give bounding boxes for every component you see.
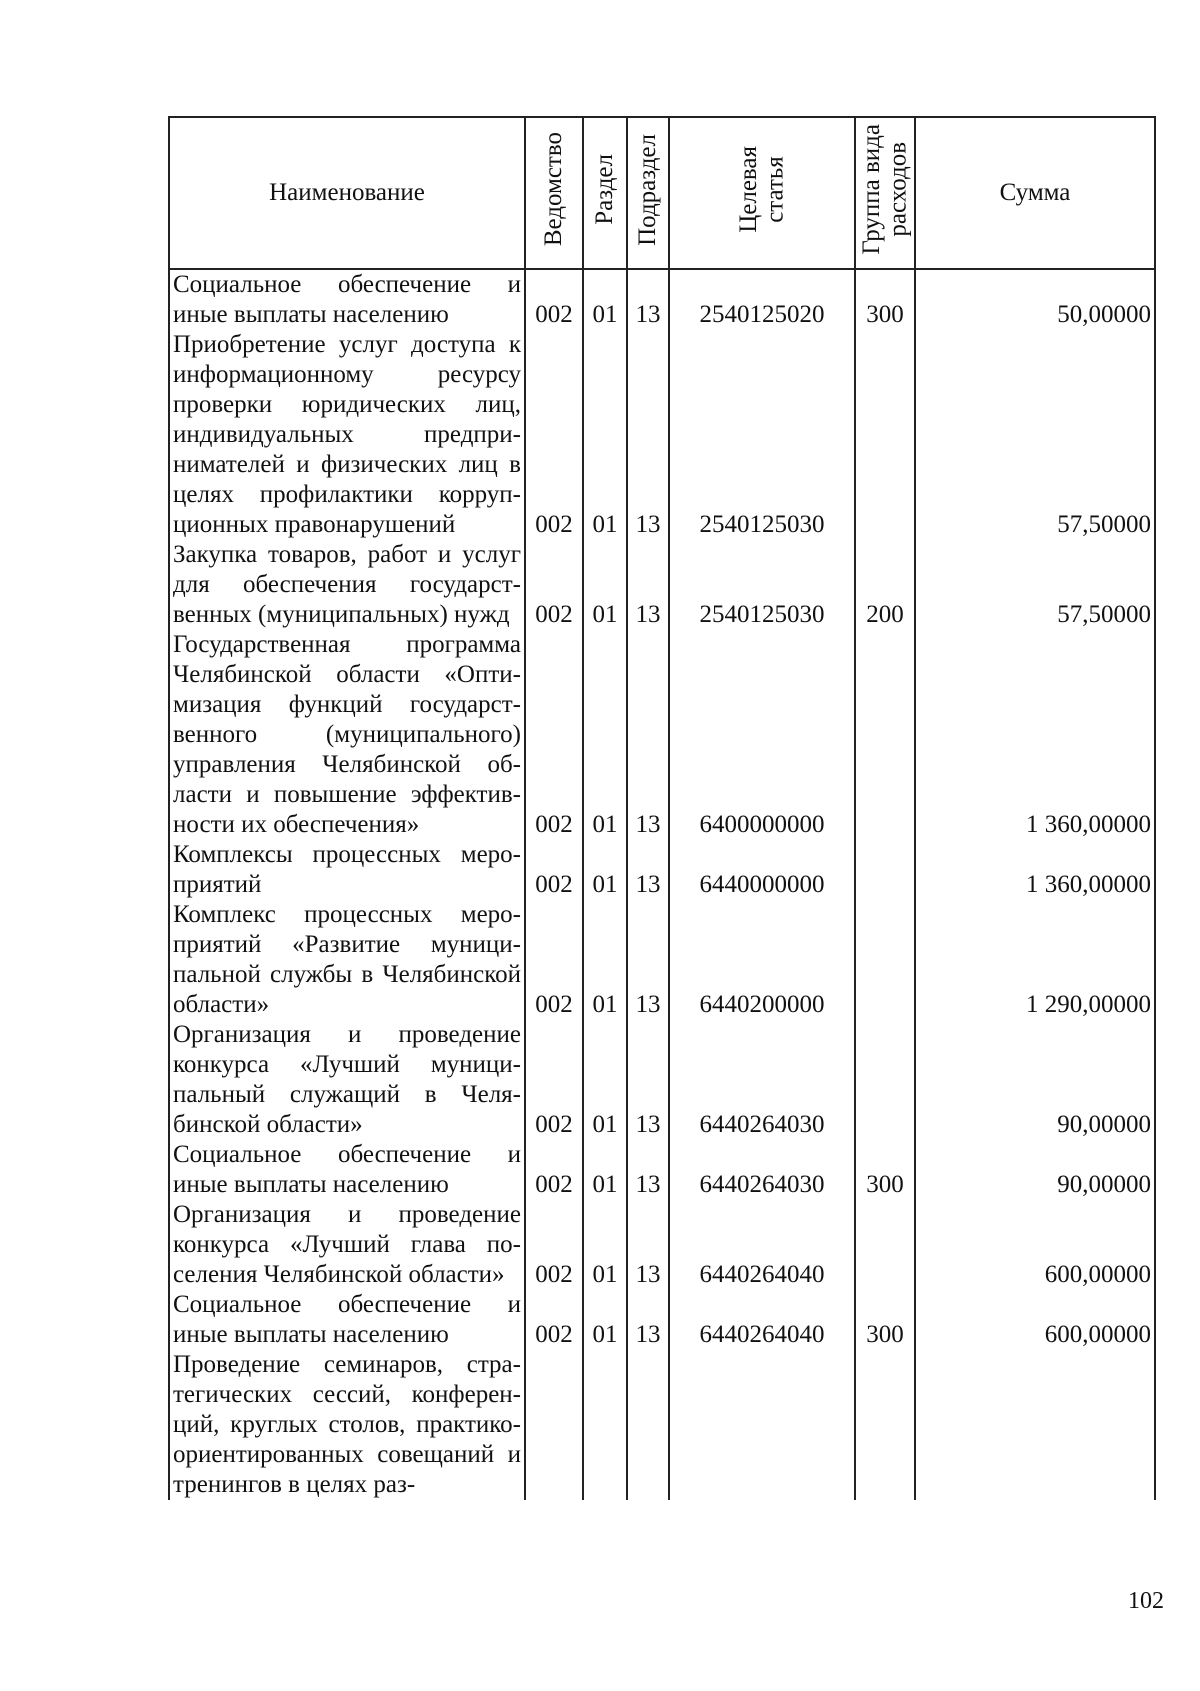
row-vedomstvo: 002 xyxy=(525,900,583,1020)
row-podrazdel: 13 xyxy=(627,1200,669,1290)
row-podrazdel: 13 xyxy=(627,1290,669,1350)
budget-table xyxy=(168,116,1156,1500)
header-vedomstvo: Ведомство xyxy=(525,117,583,269)
page-number: 102 xyxy=(1128,1588,1164,1614)
row-gruppa-vida xyxy=(855,900,915,1020)
header-name: Наименование xyxy=(169,117,525,269)
header-razdel: Раздел xyxy=(583,117,627,269)
row-razdel: 01 xyxy=(583,540,627,630)
row-vedomstvo xyxy=(525,1350,583,1500)
table-row xyxy=(169,1200,1155,1290)
row-name: Закупка товаров, работ и услуг для обеспечения государственных (муниципальных) нужд xyxy=(169,540,525,630)
row-gruppa-vida: 300 xyxy=(855,1140,915,1200)
row-name: Проведение семинаров, стратегических сессий, конференций, круглых столов, практико-ориентированных совещаний и тренингов в целях раз- xyxy=(169,1350,525,1500)
row-gruppa-vida xyxy=(855,1350,915,1500)
table-row xyxy=(169,840,1155,900)
table-row xyxy=(169,269,1155,330)
row-razdel: 01 xyxy=(583,1020,627,1140)
row-name: Организация и проведение конкурса «Лучший глава поселения Челябинской области» xyxy=(169,1200,525,1290)
row-podrazdel: 13 xyxy=(627,1140,669,1200)
row-razdel: 01 xyxy=(583,1290,627,1350)
row-name: Организация и проведение конкурса «Лучший муниципальный служащий в Челябинской области» xyxy=(169,1020,525,1140)
row-vedomstvo: 002 xyxy=(525,1290,583,1350)
row-summa xyxy=(915,1350,1155,1500)
row-razdel xyxy=(583,1350,627,1500)
row-gruppa-vida: 300 xyxy=(855,269,915,330)
table-row xyxy=(169,1350,1155,1500)
row-podrazdel: 13 xyxy=(627,900,669,1020)
row-gruppa-vida xyxy=(855,840,915,900)
row-podrazdel: 13 xyxy=(627,540,669,630)
row-gruppa-vida xyxy=(855,1200,915,1290)
row-celevaya-statya: 2540125030 xyxy=(669,330,855,540)
table-row xyxy=(169,540,1155,630)
row-celevaya-statya: 6440264040 xyxy=(669,1200,855,1290)
table-row xyxy=(169,1140,1155,1200)
row-name: Социальное обеспечение и иные выплаты населению xyxy=(169,269,525,330)
row-gruppa-vida: 300 xyxy=(855,1290,915,1350)
row-vedomstvo: 002 xyxy=(525,540,583,630)
row-vedomstvo: 002 xyxy=(525,1200,583,1290)
row-gruppa-vida: 200 xyxy=(855,540,915,630)
header-podrazdel: Подраздел xyxy=(627,117,669,269)
row-razdel: 01 xyxy=(583,269,627,330)
row-razdel: 01 xyxy=(583,330,627,540)
row-name: Социальное обеспечение и иные выплаты населению xyxy=(169,1140,525,1200)
row-vedomstvo: 002 xyxy=(525,1020,583,1140)
table-row xyxy=(169,1290,1155,1350)
row-podrazdel: 13 xyxy=(627,330,669,540)
row-celevaya-statya: 6440264040 xyxy=(669,1290,855,1350)
row-celevaya-statya xyxy=(669,1350,855,1500)
row-podrazdel: 13 xyxy=(627,1020,669,1140)
row-razdel: 01 xyxy=(583,1140,627,1200)
header-celevaya-statya: Целевая статья xyxy=(669,117,855,269)
row-vedomstvo: 002 xyxy=(525,1140,583,1200)
row-summa: 57,50000 xyxy=(915,540,1155,630)
row-name: Приобретение услуг доступа к информационному ресурсу проверки юридических лиц, индивидуальных предпринимателей и физических лиц в целях профилактики коррупционных правонарушений xyxy=(169,330,525,540)
row-summa: 600,00000 xyxy=(915,1290,1155,1350)
row-podrazdel: 13 xyxy=(627,269,669,330)
row-summa: 90,00000 xyxy=(915,1020,1155,1140)
row-celevaya-statya: 2540125020 xyxy=(669,269,855,330)
row-celevaya-statya: 6440264030 xyxy=(669,1020,855,1140)
row-celevaya-statya: 6440264030 xyxy=(669,1140,855,1200)
row-celevaya-statya: 6440000000 xyxy=(669,840,855,900)
row-razdel: 01 xyxy=(583,840,627,900)
row-razdel: 01 xyxy=(583,630,627,840)
row-gruppa-vida xyxy=(855,330,915,540)
row-gruppa-vida xyxy=(855,1020,915,1140)
table-row xyxy=(169,630,1155,840)
row-podrazdel: 13 xyxy=(627,630,669,840)
row-name: Комплексы процессных мероприятий xyxy=(169,840,525,900)
row-summa: 1 360,00000 xyxy=(915,630,1155,840)
row-razdel: 01 xyxy=(583,900,627,1020)
table-row xyxy=(169,1020,1155,1140)
row-celevaya-statya: 2540125030 xyxy=(669,540,855,630)
row-summa: 50,00000 xyxy=(915,269,1155,330)
table-row xyxy=(169,330,1155,540)
header-summa: Сумма xyxy=(915,117,1155,269)
row-summa: 57,50000 xyxy=(915,330,1155,540)
row-podrazdel xyxy=(627,1350,669,1500)
row-summa: 1 360,00000 xyxy=(915,840,1155,900)
header-row xyxy=(169,117,1155,269)
row-vedomstvo: 002 xyxy=(525,330,583,540)
row-vedomstvo: 002 xyxy=(525,630,583,840)
row-razdel: 01 xyxy=(583,1200,627,1290)
row-summa: 600,00000 xyxy=(915,1200,1155,1290)
row-celevaya-statya: 6440200000 xyxy=(669,900,855,1020)
row-podrazdel: 13 xyxy=(627,840,669,900)
row-summa: 90,00000 xyxy=(915,1140,1155,1200)
header-gruppa-vida-rashodov: Группа вида расходов xyxy=(855,117,915,269)
table-row xyxy=(169,900,1155,1020)
row-name: Комплекс процессных мероприятий «Развитие муниципальной службы в Челябинской области» xyxy=(169,900,525,1020)
row-vedomstvo: 002 xyxy=(525,269,583,330)
row-name: Социальное обеспечение и иные выплаты населению xyxy=(169,1290,525,1350)
row-celevaya-statya: 6400000000 xyxy=(669,630,855,840)
row-name: Государственная программа Челябинской области «Оптимизация функций государственного (муниципального) управления Челябинской области и повышение эффективности их обеспечения» xyxy=(169,630,525,840)
row-summa: 1 290,00000 xyxy=(915,900,1155,1020)
row-gruppa-vida xyxy=(855,630,915,840)
row-vedomstvo: 002 xyxy=(525,840,583,900)
